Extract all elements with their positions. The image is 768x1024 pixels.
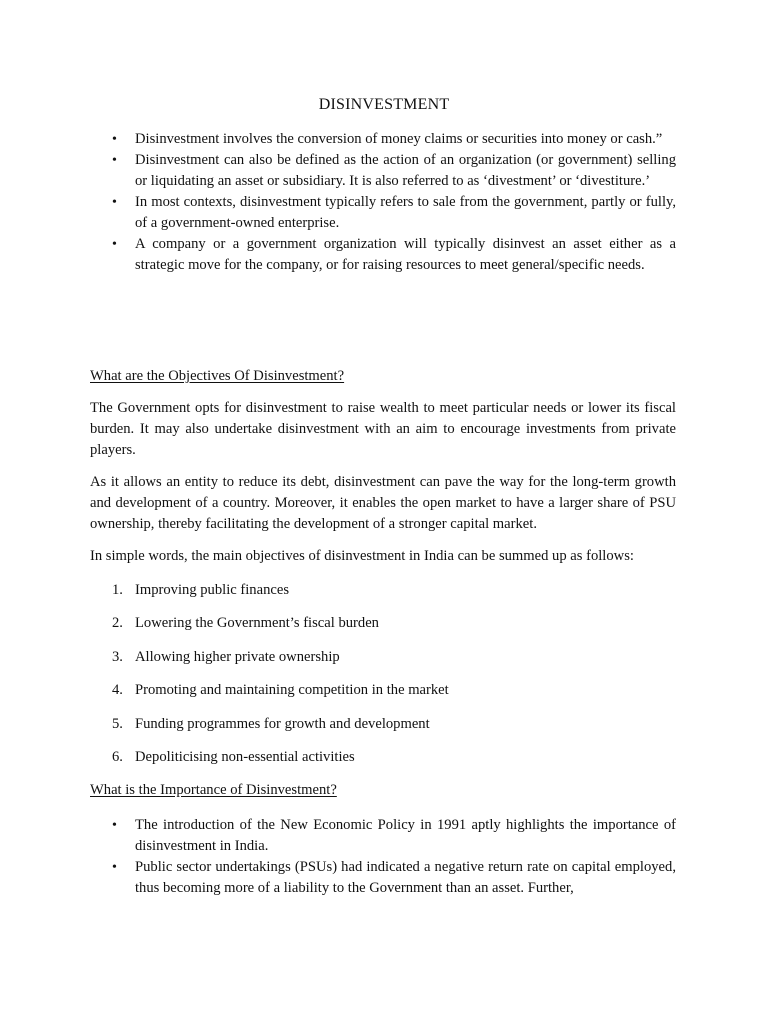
list-item <box>90 714 676 735</box>
objectives-heading: What are the Objectives Of Disinvestment? <box>90 368 345 384</box>
bullet-icon: • <box>112 237 117 252</box>
list-item <box>90 613 676 634</box>
document-title: DISINVESTMENT <box>318 96 450 113</box>
list-item <box>90 857 676 899</box>
list-item <box>90 580 676 601</box>
list-item <box>90 647 676 668</box>
list-item-text: Depoliticising non-essential activities <box>135 748 355 765</box>
bullet-icon: • <box>112 132 117 147</box>
objectives-numbered-list <box>90 580 676 780</box>
list-number: 3. <box>112 648 123 665</box>
paragraph-text: The Government opts for disinvestment to raise wealth to meet particular needs or lower its fiscal burden. It may also undertake disinvestment with an aim to encourage investments from private players. <box>90 400 676 458</box>
list-item-text: Improving public finances <box>135 582 290 598</box>
list-number: 6. <box>112 748 123 765</box>
bullet-text: The introduction of the New Economic Policy in 1991 aptly highlights the importance of disinvestment in India. <box>135 817 676 854</box>
list-item-text: Promoting and maintaining competition in the market <box>135 682 449 699</box>
list-item <box>90 747 676 768</box>
bullet-text: A company or a government organization will typically disinvest an asset either as a strategic move for the company, or for raising resources to meet general/specific needs. <box>135 236 676 273</box>
list-item <box>90 234 676 276</box>
list-item-text: Allowing higher private ownership <box>135 648 340 665</box>
bullet-icon: • <box>112 153 117 168</box>
bullet-icon: • <box>112 818 117 833</box>
list-item <box>90 680 676 701</box>
importance-bullet-list <box>90 815 676 899</box>
intro-bullet-list <box>90 129 676 276</box>
list-number: 5. <box>112 715 123 732</box>
list-item <box>90 815 676 857</box>
list-number: 1. <box>112 582 123 598</box>
list-item <box>90 150 676 192</box>
bullet-text: Disinvestment involves the conversion of money claims or securities into money or cash.” <box>135 131 663 147</box>
list-item-text: Funding programmes for growth and development <box>135 715 430 732</box>
paragraph-text: As it allows an entity to reduce its debt, disinvestment can pave the way for the long-term growth and development of a country. Moreover, it enables the open market to have a larger share of PSU ownership, thereby facilitating the development of a stronger capital market. <box>90 474 676 532</box>
list-item <box>90 129 676 150</box>
importance-heading: What is the Importance of Disinvestment? <box>90 782 337 798</box>
bullet-text: Public sector undertakings (PSUs) had indicated a negative return rate on capital employed, thus becoming more of a liability to the Government than an asset. Further, <box>135 859 676 896</box>
list-item-text: Lowering the Government’s fiscal burden <box>135 615 379 632</box>
objectives-paragraph-1 <box>90 398 676 461</box>
bullet-icon: • <box>112 860 117 875</box>
paragraph-text: In simple words, the main objectives of disinvestment in India can be summed up as follows: <box>90 548 634 564</box>
bullet-text: In most contexts, disinvestment typically refers to sale from the government, partly or fully, of a government-owned enterprise. <box>135 194 676 231</box>
bullet-icon: • <box>112 195 117 210</box>
bullet-text: Disinvestment can also be defined as the action of an organization (or government) selling or liquidating an asset or subsidiary. It is also referred to as ‘divestment’ or ‘divestiture.’ <box>135 152 676 189</box>
objectives-paragraph-2 <box>90 472 676 535</box>
objectives-paragraph-3 <box>90 546 676 567</box>
list-item <box>90 192 676 234</box>
list-number: 4. <box>112 682 123 699</box>
list-number: 2. <box>112 615 123 632</box>
